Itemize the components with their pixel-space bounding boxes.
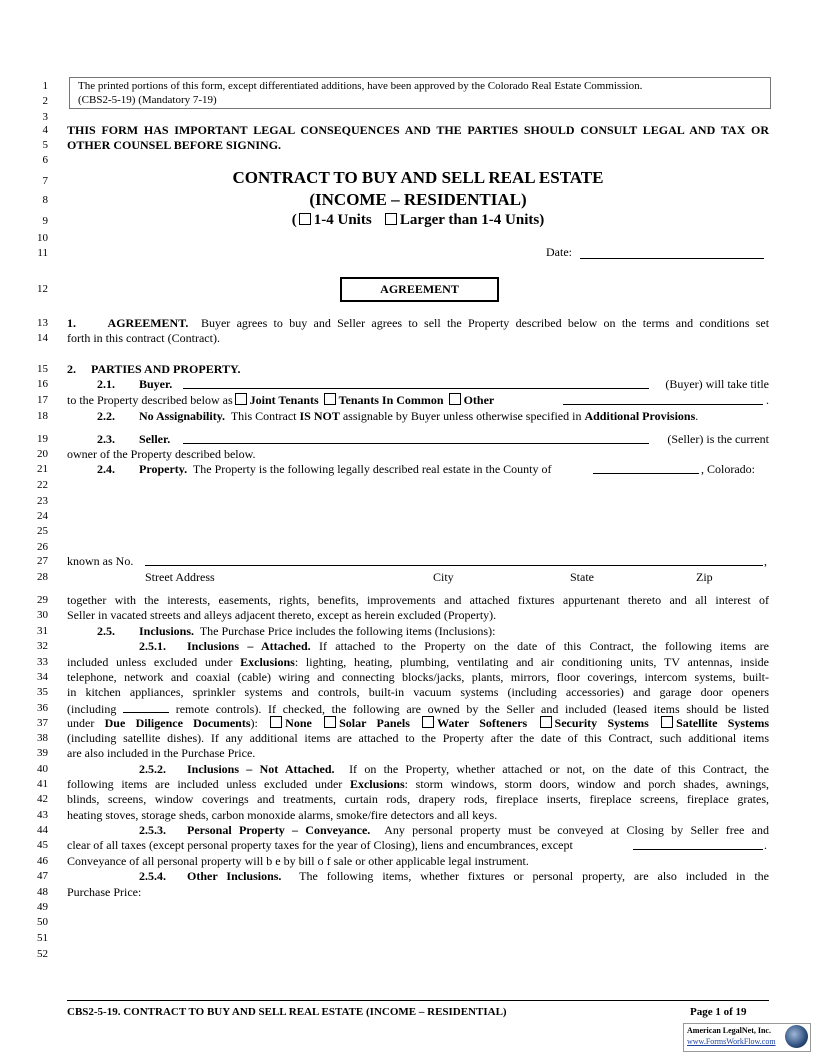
approval-notice-line2: (CBS2-5-19) (Mandatory 7-19) xyxy=(78,94,217,106)
not-attached-l40-text: If on the Property, whether attached or not, on the date of this Contract, the xyxy=(349,762,769,776)
joint-tenants-label: Joint Tenants xyxy=(249,393,319,407)
line-number: 4 xyxy=(42,124,48,136)
address-field[interactable] xyxy=(145,554,763,566)
line-number: 18 xyxy=(37,410,48,422)
other-inclusions-l47-text: The following items, whether fixtures or personal property, are also included in the xyxy=(299,869,769,883)
tenants-in-common-checkbox[interactable] xyxy=(324,393,336,405)
attached-l37-colon: ): xyxy=(250,716,258,730)
line-number: 15 xyxy=(37,363,48,375)
property-label: Property. xyxy=(139,462,188,476)
property-text xyxy=(139,462,551,477)
s2-heading xyxy=(67,362,769,377)
property-num: 2.4. xyxy=(97,462,115,476)
attached-l35: in kitchen appliances, sprinkler systems and controls, built-in vacuum systems (including accessories) and garage door openers xyxy=(67,685,769,699)
page-subtitle: (INCOME – RESIDENTIAL) xyxy=(309,190,527,209)
not-attached-l41-post: : storm windows, storm doors, window and porch shades, awnings, xyxy=(404,777,770,791)
attached-l34: telephone, network and coaxial (cable) wiring and connecting blocks/jacks, plants, mirrors, floor coverings, intercom systems, built- xyxy=(67,670,769,684)
title-tenancy-line xyxy=(67,393,769,408)
line-number: 13 xyxy=(37,317,48,329)
line-number: 41 xyxy=(37,778,48,790)
buyer-label: Buyer. xyxy=(139,377,173,391)
line-number: 50 xyxy=(37,916,48,928)
not-attached-num: 2.5.2. xyxy=(139,762,166,776)
line-number: 40 xyxy=(37,763,48,775)
none-label: None xyxy=(285,716,312,730)
line-number: 52 xyxy=(37,948,48,960)
line-number: 37 xyxy=(37,717,48,729)
line-number: 16 xyxy=(37,378,48,390)
unit-options-paren: ( xyxy=(291,212,297,228)
line-number: 17 xyxy=(37,394,48,406)
remote-count-field[interactable] xyxy=(123,701,169,713)
line-number: 23 xyxy=(37,495,48,507)
assign-is-not: IS NOT xyxy=(299,409,340,423)
not-attached-l43: heating stoves, storage sheds, carbon monoxide alarms, smoke/fire detectors and all keys. xyxy=(67,808,498,822)
property-tail: , Colorado: xyxy=(701,462,755,476)
line-number: 1 xyxy=(42,80,48,92)
line-number: 43 xyxy=(37,809,48,821)
line-number: 9 xyxy=(42,215,48,227)
seller-owner-line: owner of the Property described below. xyxy=(67,447,256,461)
state-label: State xyxy=(570,570,594,584)
line-number: 10 xyxy=(37,232,48,244)
street-address-label: Street Address xyxy=(145,570,215,584)
line-number: 12 xyxy=(37,283,48,295)
other-tenancy-label: Other xyxy=(463,393,495,407)
assign-text-b: assignable by Buyer unless otherwise specified in xyxy=(342,409,582,423)
line-number: 22 xyxy=(37,479,48,491)
line-number: 30 xyxy=(37,609,48,621)
line-number: 20 xyxy=(37,448,48,460)
line-number: 42 xyxy=(37,793,48,805)
attached-l36-pre: (including xyxy=(67,702,117,716)
units-larger-checkbox[interactable] xyxy=(385,213,397,225)
satellite-systems-checkbox[interactable] xyxy=(661,716,673,728)
inclusions-text xyxy=(139,624,495,639)
line-number: 51 xyxy=(37,932,48,944)
security-systems-checkbox[interactable] xyxy=(540,716,552,728)
attached-num: 2.5.1. xyxy=(139,639,166,653)
assign-text xyxy=(139,409,698,424)
footer-form-id: CBS2-5-19. CONTRACT TO BUY AND SELL REAL ESTATE (INCOME – RESIDENTIAL) xyxy=(67,1006,507,1018)
personal-property-label: Personal Property – Conveyance. xyxy=(187,823,371,837)
line-number: 8 xyxy=(42,194,48,206)
assign-num: 2.2. xyxy=(97,409,115,423)
line-number: 44 xyxy=(37,824,48,836)
inclusions-label: Inclusions. xyxy=(139,624,195,638)
other-tenancy-field[interactable] xyxy=(563,393,763,405)
personal-property-l45-text: clear of all taxes (except personal property taxes for the year of Closing), liens and encumbrances, except xyxy=(67,838,573,852)
line-number: 26 xyxy=(37,541,48,553)
attached-l39: are also included in the Purchase Price. xyxy=(67,746,256,760)
buyer-num: 2.1. xyxy=(97,377,115,391)
footer-page-number: Page 1 of 19 xyxy=(690,1006,747,1018)
other-inclusions-label: Other Inclusions. xyxy=(187,869,282,883)
attached-text xyxy=(187,639,769,654)
attached-l37-pre: under xyxy=(67,716,95,730)
s1-line1 xyxy=(67,316,769,331)
personal-property-text xyxy=(187,823,769,838)
water-softeners-label: Water Softeners xyxy=(437,716,528,730)
line-number: 48 xyxy=(37,886,48,898)
attached-l36-post: remote controls). If checked, the following are owned by the Seller and included (leased items should be listed xyxy=(175,702,770,716)
other-inclusions-l48: Purchase Price: xyxy=(67,885,142,899)
other-tenancy-checkbox[interactable] xyxy=(449,393,461,405)
joint-tenants-checkbox[interactable] xyxy=(235,393,247,405)
warning-line2: OTHER COUNSEL BEFORE SIGNING. xyxy=(67,138,282,152)
page-title: CONTRACT TO BUY AND SELL REAL ESTATE xyxy=(232,168,604,187)
assign-additional-provisions: Additional Provisions xyxy=(584,409,696,423)
tenancy-prefix: to the Property described below as xyxy=(67,393,233,407)
line-number: 36 xyxy=(37,702,48,714)
none-checkbox[interactable] xyxy=(270,716,282,728)
zip-label: Zip xyxy=(696,570,713,584)
s1-num: 1. xyxy=(67,316,76,330)
logo-url-link[interactable]: www.FormsWorkFlow.com xyxy=(687,1037,776,1046)
attached-l37 xyxy=(67,716,769,731)
line-number: 34 xyxy=(37,671,48,683)
satellite-systems-label: Satellite Systems xyxy=(676,716,770,730)
unit-options xyxy=(67,211,769,229)
line-number: 25 xyxy=(37,525,48,537)
other-inclusions-num: 2.5.4. xyxy=(139,869,166,883)
attached-l33-pre: included unless excluded under xyxy=(67,655,233,669)
units-larger-label: Larger than 1-4 Units) xyxy=(399,212,545,228)
attached-l38: (including satellite dishes). If any additional items are attached to the Property after the date of this Contract, such additional items xyxy=(67,731,769,745)
property-desc-l29: together with the interests, easements, rights, benefits, improvements and attached fixtures appurtenant thereto and all interest of xyxy=(67,593,769,607)
seller-field[interactable] xyxy=(183,432,649,444)
line-number: 11 xyxy=(37,247,48,259)
line-number: 19 xyxy=(37,433,48,445)
american-legalnet-logo[interactable] xyxy=(683,1023,811,1052)
line-number: 5 xyxy=(42,139,48,151)
line-number: 31 xyxy=(37,625,48,637)
security-systems-label: Security Systems xyxy=(554,716,649,730)
encumbrances-except-field[interactable] xyxy=(633,838,763,850)
line-number: 46 xyxy=(37,855,48,867)
seller-tail: (Seller) is the current xyxy=(667,432,769,446)
seller-label: Seller. xyxy=(139,432,171,446)
line-number: 33 xyxy=(37,656,48,668)
agreement-heading-box: AGREEMENT xyxy=(340,277,499,302)
line-number: 49 xyxy=(37,901,48,913)
line-number: 2 xyxy=(42,95,48,107)
s1-heading: AGREEMENT. xyxy=(107,316,189,330)
line-number: 35 xyxy=(37,686,48,698)
s1-line2: forth in this contract (Contract). xyxy=(67,331,220,345)
s2-heading-text: PARTIES AND PROPERTY. xyxy=(91,362,241,376)
tenancy-end: . xyxy=(766,393,769,407)
line-number: 32 xyxy=(37,640,48,652)
line-number: 21 xyxy=(37,463,48,475)
city-label: City xyxy=(433,570,454,584)
s1-text1: Buyer agrees to buy and Seller agrees to sell the Property described below on the terms and conditions set xyxy=(200,316,770,330)
line-number: 39 xyxy=(37,747,48,759)
solar-panels-checkbox[interactable] xyxy=(324,716,336,728)
footer-divider xyxy=(67,1000,769,1001)
known-as-end: , xyxy=(764,554,767,568)
due-diligence-documents: Due Diligence Documents xyxy=(104,716,251,730)
assign-label: No Assignability. xyxy=(139,409,226,423)
attached-l33-post: : lighting, heating, plumbing, ventilating and air conditioning units, TV antennas, inside xyxy=(294,655,769,669)
date-field[interactable] xyxy=(580,247,764,259)
globe-icon xyxy=(785,1025,808,1048)
not-attached-l41-exclusions: Exclusions xyxy=(349,777,405,791)
solar-panels-label: Solar Panels xyxy=(339,716,410,730)
not-attached-l41-pre: following items are included unless excluded under xyxy=(67,777,343,791)
attached-l33 xyxy=(67,655,769,670)
county-field[interactable] xyxy=(593,462,699,474)
line-number: 47 xyxy=(37,870,48,882)
assign-text-a: This Contract xyxy=(230,409,297,423)
line-number: 24 xyxy=(37,510,48,522)
s2-num: 2. xyxy=(67,362,76,376)
seller-num: 2.3. xyxy=(97,432,115,446)
inclusions-num: 2.5. xyxy=(97,624,115,638)
warning-line1: THIS FORM HAS IMPORTANT LEGAL CONSEQUENCES AND THE PARTIES SHOULD CONSULT LEGAL AND TAX OR xyxy=(67,123,769,137)
not-attached-l41 xyxy=(67,777,769,792)
line-number: 14 xyxy=(37,332,48,344)
line-number: 6 xyxy=(42,154,48,166)
assign-end: . xyxy=(695,409,699,423)
line-number: 29 xyxy=(37,594,48,606)
personal-property-l44-text: Any personal property must be conveyed at Closing by Seller free and xyxy=(384,823,769,837)
line-number: 38 xyxy=(37,732,48,744)
attached-l36 xyxy=(67,701,769,717)
personal-property-l46: Conveyance of all personal property will b e by bill o f sale or other applicable legal instrument. xyxy=(67,854,529,868)
approval-notice-box xyxy=(69,77,771,109)
not-attached-l42: blinds, screens, window coverings and treatments, curtain rods, drapery rods, fireplace inserts, fireplace screens, fireplace grates, xyxy=(67,792,769,806)
date-label: Date: xyxy=(546,245,572,259)
approval-notice-line1: The printed portions of this form, except differentiated additions, have been approved by the Colorado Real Estate Commission. xyxy=(78,80,643,92)
personal-property-l45 xyxy=(67,838,769,853)
line-number: 27 xyxy=(37,555,48,567)
property-desc: The Property is the following legally described real estate in the County of xyxy=(192,462,552,476)
inclusions-desc: The Purchase Price includes the following items (Inclusions): xyxy=(199,624,496,638)
tenants-in-common-label: Tenants In Common xyxy=(338,393,444,407)
property-desc-l30: Seller in vacated streets and alleys adjacent thereto, except as herein excluded (Property). xyxy=(67,608,497,622)
attached-l32-text: If attached to the Property on the date of this Contract, the following items are xyxy=(319,639,770,653)
not-attached-label: Inclusions – Not Attached. xyxy=(187,762,335,776)
personal-property-l45-end: . xyxy=(764,838,767,852)
known-as-label: known as No. xyxy=(67,554,134,568)
not-attached-text xyxy=(187,762,769,777)
other-inclusions-text xyxy=(187,869,769,884)
line-number: 45 xyxy=(37,839,48,851)
attached-label: Inclusions – Attached. xyxy=(187,639,311,653)
buyer-field[interactable] xyxy=(183,377,649,389)
units-1-4-label: 1-4 Units xyxy=(313,212,372,228)
buyer-tail: (Buyer) will take title xyxy=(665,377,769,391)
known-as-line xyxy=(67,554,769,569)
personal-property-num: 2.5.3. xyxy=(139,823,166,837)
logo-company-name: American LegalNet, Inc. xyxy=(687,1026,771,1035)
attached-l33-exclusions: Exclusions xyxy=(240,655,295,669)
line-number: 3 xyxy=(42,111,48,123)
line-number: 28 xyxy=(37,571,48,583)
line-number: 7 xyxy=(42,175,48,187)
units-1-4-checkbox[interactable] xyxy=(299,213,311,225)
water-softeners-checkbox[interactable] xyxy=(422,716,434,728)
